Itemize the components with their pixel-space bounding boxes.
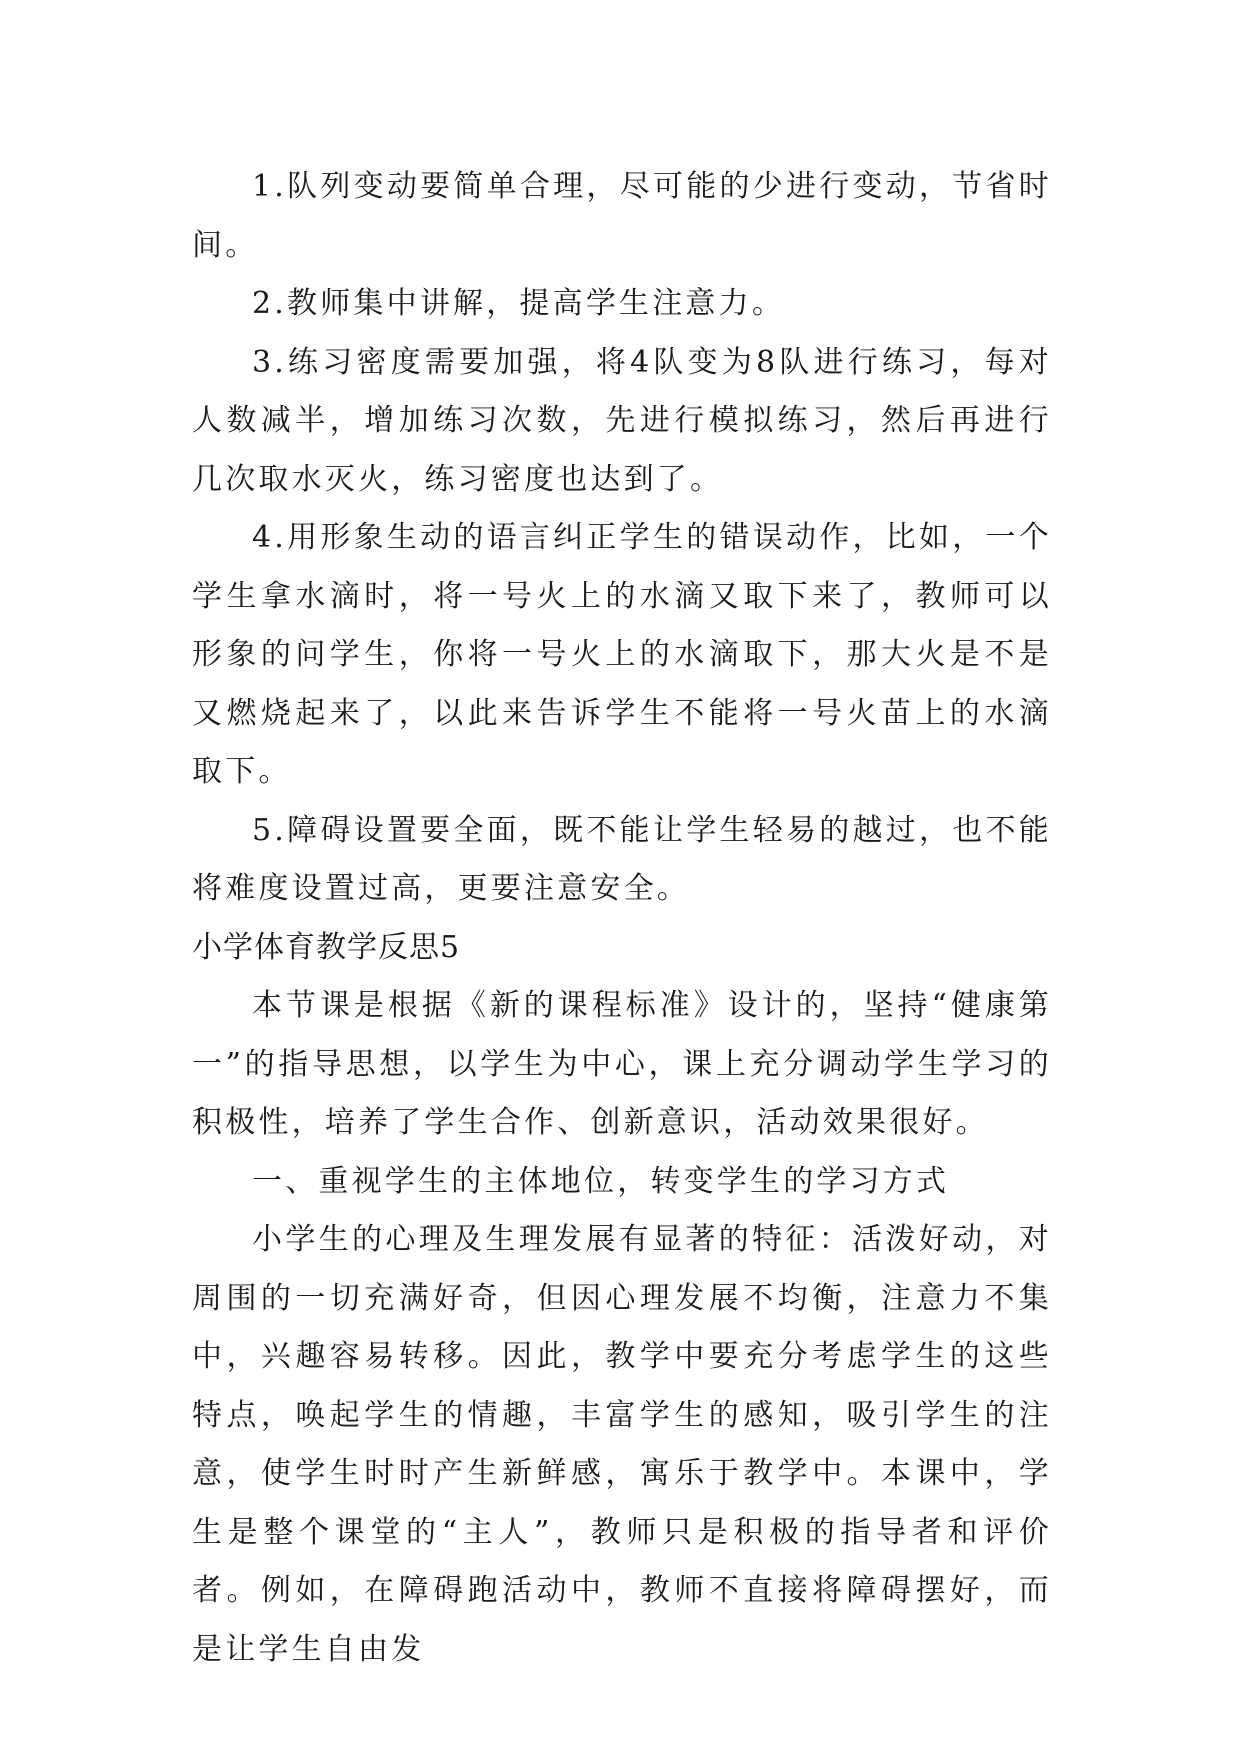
document-body: [192, 158, 1052, 1679]
paragraph-item-3: 3.练习密度需要加强，将4队变为8队进行练习，每对人数减半，增加练习次数，先进行模拟练习，然后再进行几次取水灭火，练习密度也达到了。: [192, 344, 1052, 497]
body-paragraph: 小学生的心理及生理发展有显著的特征：活泼好动，对周围的一切充满好奇，但因心理发展不均衡，注意力不集中，兴趣容易转移。因此，教学中要充分考虑学生的这些特点，唤起学生的情趣，丰富学生的感知，吸引学生的注意，使学生时时产生新鲜感，寓乐于教学中。本课中，学生是整个课堂的“主人”，教师只是积极的指导者和评价者。例如，在障碍跑活动中，教师不直接将障碍摆好，而是让学生自由发: [192, 1222, 1052, 1667]
paragraph-item-5: 5.障碍设置要全面，既不能让学生轻易的越过，也不能将难度设置过高，更要注意安全。: [192, 812, 1052, 906]
paragraph-item-2: 2.教师集中讲解，提高学生注意力。: [252, 286, 786, 321]
paragraph-item-1: 1.队列变动要简单合理，尽可能的少进行变动，节省时间。: [192, 169, 1052, 263]
paragraph-item-4: 4.用形象生动的语言纠正学生的错误动作，比如，一个学生拿水滴时，将一号火上的水滴又取下来了，教师可以形象的问学生，你将一号火上的水滴取下，那大火是不是又燃烧起来了，以此来告诉学生不能将一号火苗上的水滴取下。: [192, 520, 1052, 789]
section-heading: 小学体育教学反思5: [192, 929, 461, 965]
intro-paragraph: 本节课是根据《新的课程标准》设计的，坚持“健康第一”的指导思想，以学生为中心，课上充分调动学生学习的积极性，培养了学生合作、创新意识，活动效果很好。: [192, 988, 1052, 1140]
subheading-paragraph: 一、重视学生的主体地位，转变学生的学习方式: [252, 1163, 950, 1199]
